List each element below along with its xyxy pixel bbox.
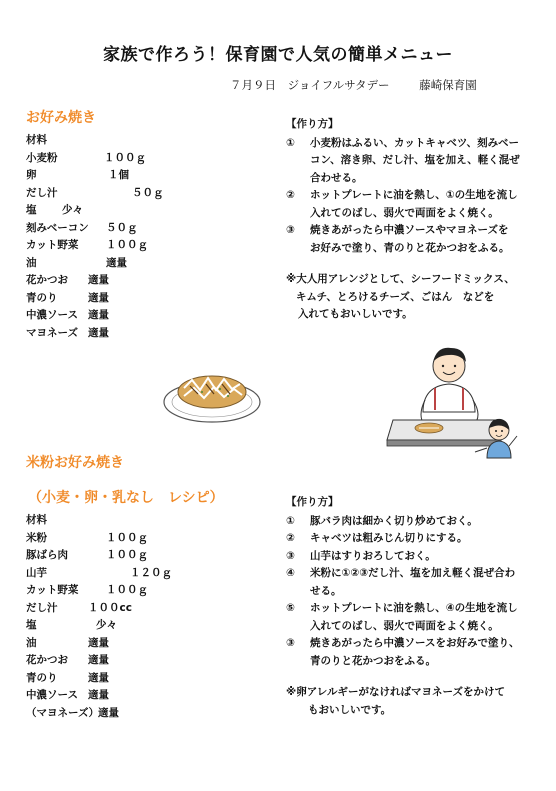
ingredient-qty: ５０ｇ bbox=[106, 221, 138, 234]
ingredient-name: カット野菜 bbox=[26, 239, 79, 251]
step-line: ホットプレートに油を熱し、④の生地を流し bbox=[310, 602, 518, 614]
step-line: 山芋はすりおろしておく。 bbox=[310, 549, 436, 562]
ingredient-name: マヨネーズ bbox=[26, 326, 78, 339]
ingredient-qty: 適量 bbox=[88, 274, 109, 286]
ingredient-name: 塩 bbox=[26, 204, 37, 216]
step-line: 焼きあがったら中濃ソースをお好みで塗り、 bbox=[310, 637, 520, 649]
recipe2-steps bbox=[286, 494, 546, 670]
step-number: ⑤ bbox=[286, 602, 295, 614]
ingredient-row bbox=[26, 272, 226, 290]
step-item bbox=[286, 548, 546, 566]
family-hotplate-illustration bbox=[383, 340, 523, 479]
page-title: 家族で作ろう！保育園で人気の簡単メニュー bbox=[103, 45, 453, 65]
ingredient-name: カット野菜 bbox=[26, 584, 79, 596]
ingredient-qty: １２０ｇ bbox=[130, 566, 172, 579]
ingredient-qty: 適量 bbox=[98, 706, 119, 719]
ingredients-header bbox=[26, 512, 226, 530]
step-item bbox=[286, 530, 546, 548]
step-item bbox=[286, 513, 546, 531]
ingredient-qty: １００ｇ bbox=[106, 584, 148, 596]
step-line: 米粉に①②③だし汁、塩を加え軽く混ぜ合わ bbox=[310, 567, 516, 579]
step-item bbox=[286, 600, 546, 635]
step-number: ① bbox=[286, 514, 295, 527]
step-line: せる。 bbox=[310, 584, 342, 597]
note-line: ※卵アレルギーがなければマヨネーズをかけて bbox=[286, 686, 505, 698]
step-item bbox=[286, 187, 546, 222]
step-line: 豚バラ肉は細かく切り炒めておく。 bbox=[310, 514, 478, 527]
step-line: 入れてのばし、弱火で両面をよく焼く。 bbox=[310, 619, 499, 632]
step-line: 小麦粉はふるい、カットキャベツ、刻みベー bbox=[310, 136, 519, 149]
ingredient-row bbox=[26, 565, 226, 583]
ingredient-row bbox=[26, 307, 226, 325]
ingredient-name: 青のり bbox=[26, 671, 58, 684]
ingredient-name: だし汁 bbox=[26, 186, 58, 199]
step-line: コン、溶き卵、だし汁、塩を加え、軽く混ぜ bbox=[310, 154, 520, 166]
note-line: もおいしいです。 bbox=[308, 703, 392, 716]
ingredient-name: 油 bbox=[26, 636, 37, 649]
step-line: 合わせる。 bbox=[310, 171, 363, 184]
step-line: 青のりと花かつおをふる。 bbox=[310, 654, 436, 667]
ingredient-qty: １００ｇ bbox=[106, 531, 148, 544]
step-number: ② bbox=[286, 189, 295, 201]
ingredient-row bbox=[26, 635, 226, 653]
ingredient-qty: 適量 bbox=[88, 326, 109, 339]
ingredient-name: 小麦粉 bbox=[26, 151, 58, 164]
ingredient-qty: １００ｇ bbox=[106, 239, 148, 251]
ingredient-name: 花かつお bbox=[26, 274, 68, 286]
ingredient-name: 豚ばら肉 bbox=[26, 549, 68, 561]
step-item bbox=[286, 635, 546, 670]
ingredient-name: 花かつお bbox=[26, 654, 68, 666]
step-number: ① bbox=[286, 136, 295, 149]
ingredient-qty: 適量 bbox=[88, 309, 109, 321]
ingredient-name: 刻みベーコン bbox=[26, 221, 89, 234]
ingredient-row bbox=[26, 220, 226, 238]
step-item bbox=[286, 222, 546, 257]
step-number: ③ bbox=[286, 224, 295, 236]
event-name: ジョイフルサタデー bbox=[287, 78, 390, 92]
note-line: ※大人用アレンジとして、シーフードミックス、 bbox=[286, 273, 515, 285]
ingredient-name: 油 bbox=[26, 256, 37, 269]
ingredient-row bbox=[26, 705, 226, 723]
ingredient-row bbox=[26, 185, 226, 203]
step-line: お好みで塗り、青のりと花かつおをふる。 bbox=[310, 241, 510, 254]
ingredient-row bbox=[26, 530, 226, 548]
ingredient-row bbox=[26, 652, 226, 670]
ingredient-name: （マヨネーズ） bbox=[26, 706, 99, 719]
ingredient-qty: １００cc bbox=[88, 601, 132, 614]
ingredients-header-label: 材料 bbox=[26, 514, 47, 526]
ingredient-row bbox=[26, 600, 226, 618]
step-line: ホットプレートに油を熱し、①の生地を流し bbox=[310, 189, 518, 201]
step-number: ③ bbox=[286, 549, 295, 562]
ingredient-qty: 適量 bbox=[88, 671, 109, 684]
recipe1-note bbox=[286, 271, 548, 324]
ingredient-qty: １個 bbox=[108, 169, 129, 181]
ingredients-header-label: 材料 bbox=[26, 134, 47, 146]
subtitle-line bbox=[230, 77, 485, 93]
ingredient-row bbox=[26, 290, 226, 308]
recipe2-note bbox=[286, 684, 548, 719]
ingredient-row bbox=[26, 202, 226, 220]
ingredient-qty: 適量 bbox=[88, 291, 109, 304]
step-number: ② bbox=[286, 532, 295, 544]
okonomiyaki-plate-illustration bbox=[162, 362, 262, 428]
ingredient-qty: １００ｇ bbox=[106, 549, 148, 561]
ingredient-row bbox=[26, 150, 226, 168]
ingredient-qty: １００ｇ bbox=[104, 151, 146, 164]
ingredient-qty: 適量 bbox=[106, 256, 127, 269]
step-item bbox=[286, 565, 546, 600]
recipe2-subtitle: （小麦・卵・乳なし レシピ） bbox=[28, 490, 224, 506]
step-number: ③ bbox=[286, 637, 295, 649]
note-line: 入れてもおいしいです。 bbox=[298, 308, 413, 320]
ingredient-row bbox=[26, 167, 226, 185]
ingredient-name: 中濃ソース bbox=[26, 689, 78, 701]
ingredient-name: 中濃ソース bbox=[26, 309, 78, 321]
ingredient-row bbox=[26, 617, 226, 635]
recipe1-ingredients bbox=[26, 132, 226, 342]
step-line: キャベツは粗みじん切りにする。 bbox=[310, 532, 468, 544]
recipe1-steps bbox=[286, 116, 546, 257]
ingredient-qty: 適量 bbox=[88, 689, 109, 701]
steps-header: 【作り方】 bbox=[286, 118, 339, 130]
step-line: 入れてのばし、弱火で両面をよく焼く。 bbox=[310, 206, 499, 219]
ingredients-header bbox=[26, 132, 226, 150]
ingredient-name: 塩 bbox=[26, 619, 37, 631]
ingredient-row bbox=[26, 670, 226, 688]
recipe2-title: 米粉お好み焼き bbox=[26, 455, 124, 471]
ingredient-row bbox=[26, 325, 226, 343]
ingredient-row bbox=[26, 582, 226, 600]
step-line: 焼きあがったら中濃ソースやマヨネーズを bbox=[310, 224, 509, 236]
ingredient-qty: ５０ｇ bbox=[132, 186, 164, 199]
steps-header: 【作り方】 bbox=[286, 496, 339, 508]
ingredient-row bbox=[26, 255, 226, 273]
step-number: ④ bbox=[286, 567, 295, 579]
ingredient-name: 米粉 bbox=[26, 531, 47, 544]
ingredient-name: だし汁 bbox=[26, 601, 58, 614]
ingredient-name: 青のり bbox=[26, 291, 58, 304]
ingredient-qty: 適量 bbox=[88, 654, 109, 666]
recipe1-title: お好み焼き bbox=[26, 110, 96, 126]
ingredient-name: 山芋 bbox=[26, 566, 47, 579]
ingredient-name: 卵 bbox=[26, 169, 37, 181]
step-item bbox=[286, 135, 546, 188]
event-date: ７月９日 bbox=[230, 78, 276, 92]
recipe2-ingredients bbox=[26, 512, 226, 722]
ingredient-qty: 少々 bbox=[62, 204, 83, 216]
ingredient-row bbox=[26, 237, 226, 255]
note-line: キムチ、とろけるチーズ、ごはん などを bbox=[296, 290, 495, 303]
ingredient-qty: 適量 bbox=[88, 636, 109, 649]
school-name: 藤崎保育園 bbox=[419, 78, 477, 92]
ingredient-qty: 少々 bbox=[96, 619, 117, 631]
ingredient-row bbox=[26, 687, 226, 705]
ingredient-row bbox=[26, 547, 226, 565]
